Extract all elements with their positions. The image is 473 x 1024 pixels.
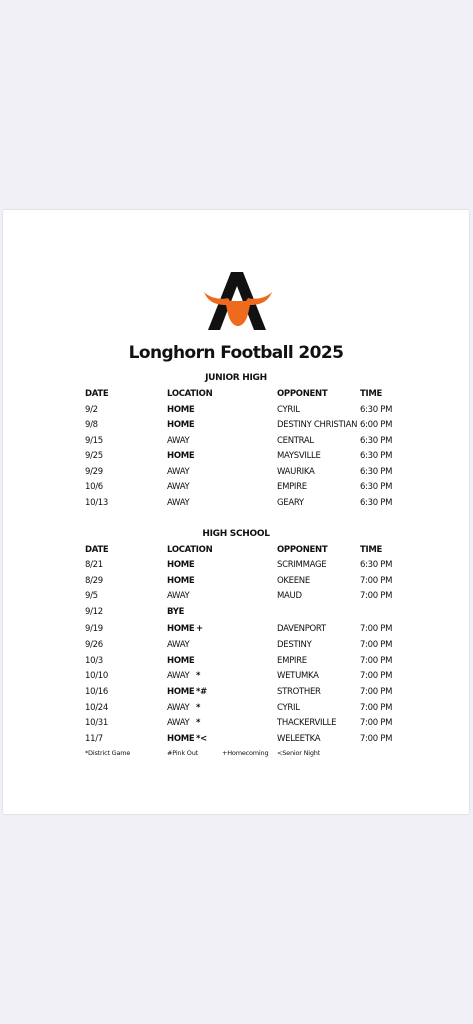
game-location: HOME: [167, 420, 195, 430]
game-location: AWAY: [167, 718, 190, 728]
game-date: 9/15: [85, 436, 103, 446]
game-time: 7:00 PM: [360, 718, 393, 728]
page-title: Longhorn Football 2025: [128, 343, 344, 363]
game-date: 10/24: [85, 703, 108, 713]
column-header-time: TIME: [360, 389, 383, 399]
game-location: HOME: [167, 576, 195, 586]
game-location: HOME: [167, 734, 195, 744]
column-header-location: LOCATION: [167, 389, 213, 399]
game-time: 6:30 PM: [360, 560, 393, 570]
schedule-row: [3, 703, 469, 716]
game-location: AWAY: [167, 703, 190, 713]
game-date: 9/8: [85, 420, 98, 430]
schedule-row: [3, 607, 469, 620]
game-opponent: EMPIRE: [277, 482, 307, 492]
high-school-header-row: [3, 545, 469, 558]
column-header-opponent: OPPONENT: [277, 545, 328, 555]
game-time: 6:00 PM: [360, 420, 393, 430]
schedule-row: [3, 656, 469, 669]
game-time: 6:30 PM: [360, 451, 393, 461]
legend-homecoming: +Homecoming: [222, 749, 269, 757]
schedule-row: [3, 498, 469, 511]
legend-pink-out: #Pink Out: [167, 749, 198, 757]
game-date: 9/12: [85, 607, 103, 617]
game-time: 6:30 PM: [360, 467, 393, 477]
game-location: AWAY: [167, 498, 190, 508]
game-opponent: DESTINY CHRISTIAN: [277, 420, 358, 430]
game-location: HOME: [167, 656, 195, 666]
game-date: 10/10: [85, 671, 108, 681]
game-marker: *: [196, 718, 201, 728]
game-time: 6:30 PM: [360, 405, 393, 415]
game-opponent: WELEETKA: [277, 734, 321, 744]
game-opponent: CENTRAL: [277, 436, 314, 446]
game-location: AWAY: [167, 436, 190, 446]
game-date: 8/21: [85, 560, 103, 570]
game-location: HOME: [167, 624, 195, 634]
schedule-row: [3, 687, 469, 700]
schedule-row: [3, 467, 469, 480]
game-marker: +: [196, 624, 203, 634]
game-opponent: STROTHER: [277, 687, 321, 697]
game-date: 10/3: [85, 656, 103, 666]
schedule-row: [3, 734, 469, 747]
game-date: 10/13: [85, 498, 108, 508]
game-time: 6:30 PM: [360, 482, 393, 492]
schedule-row: [3, 560, 469, 573]
column-header-opponent: OPPONENT: [277, 389, 328, 399]
game-opponent: DAVENPORT: [277, 624, 326, 634]
game-date: 10/16: [85, 687, 108, 697]
game-date: 10/31: [85, 718, 108, 728]
legend-district-game: *District Game: [85, 749, 131, 757]
schedule-row: [3, 436, 469, 449]
longhorn-a-logo: [202, 272, 274, 334]
game-time: 7:00 PM: [360, 576, 393, 586]
schedule-row: [3, 591, 469, 604]
game-time: 7:00 PM: [360, 687, 393, 697]
game-opponent: CYRIL: [277, 703, 300, 713]
game-time: 7:00 PM: [360, 624, 393, 634]
game-date: 9/19: [85, 624, 103, 634]
column-header-date: DATE: [85, 545, 109, 555]
game-opponent: MAYSVILLE: [277, 451, 321, 461]
game-opponent: OKEENE: [277, 576, 310, 586]
game-date: 9/2: [85, 405, 98, 415]
game-opponent: DESTINY: [277, 640, 312, 650]
game-opponent: SCRIMMAGE: [277, 560, 327, 570]
game-opponent: THACKERVILLE: [277, 718, 337, 728]
game-location: HOME: [167, 687, 195, 697]
schedule-row: [3, 624, 469, 637]
legend: [3, 749, 469, 759]
game-opponent: WAURIKA: [277, 467, 315, 477]
schedule-row: [3, 420, 469, 433]
game-marker: *: [196, 703, 201, 713]
schedule-row: [3, 451, 469, 464]
game-opponent: MAUD: [277, 591, 302, 601]
schedule-row: [3, 640, 469, 653]
column-header-time: TIME: [360, 545, 383, 555]
game-location: HOME: [167, 405, 195, 415]
game-time: 7:00 PM: [360, 734, 393, 744]
game-date: 9/25: [85, 451, 103, 461]
game-opponent: WETUMKA: [277, 671, 319, 681]
game-location: AWAY: [167, 671, 190, 681]
schedule-row: [3, 482, 469, 495]
game-time: 7:00 PM: [360, 671, 393, 681]
game-date: 9/26: [85, 640, 103, 650]
schedule-row: [3, 718, 469, 731]
junior-high-heading: JUNIOR HIGH: [205, 373, 267, 383]
game-opponent: EMPIRE: [277, 656, 307, 666]
game-location: AWAY: [167, 591, 190, 601]
game-date: 9/29: [85, 467, 103, 477]
game-marker: *: [196, 671, 201, 681]
game-time: 7:00 PM: [360, 591, 393, 601]
game-date: 10/6: [85, 482, 103, 492]
schedule-row: [3, 576, 469, 589]
schedule-sheet: [3, 210, 469, 814]
schedule-row: [3, 405, 469, 418]
game-time: 7:00 PM: [360, 703, 393, 713]
column-header-location: LOCATION: [167, 545, 213, 555]
high-school-heading: HIGH SCHOOL: [202, 529, 270, 539]
game-location: AWAY: [167, 467, 190, 477]
column-header-date: DATE: [85, 389, 109, 399]
game-location: HOME: [167, 451, 195, 461]
game-date: 8/29: [85, 576, 103, 586]
game-opponent: CYRIL: [277, 405, 300, 415]
game-opponent: GEARY: [277, 498, 304, 508]
junior-high-header-row: [3, 389, 469, 402]
game-location: AWAY: [167, 482, 190, 492]
game-location: AWAY: [167, 640, 190, 650]
game-date: 11/7: [85, 734, 103, 744]
game-location: BYE: [167, 607, 185, 617]
legend-senior-night: <Senior Night: [277, 749, 321, 757]
game-date: 9/5: [85, 591, 98, 601]
game-time: 7:00 PM: [360, 640, 393, 650]
game-location: HOME: [167, 560, 195, 570]
game-time: 6:30 PM: [360, 436, 393, 446]
game-time: 7:00 PM: [360, 656, 393, 666]
schedule-row: [3, 671, 469, 684]
game-marker: *<: [196, 734, 207, 744]
game-marker: *#: [196, 687, 207, 697]
game-time: 6:30 PM: [360, 498, 393, 508]
